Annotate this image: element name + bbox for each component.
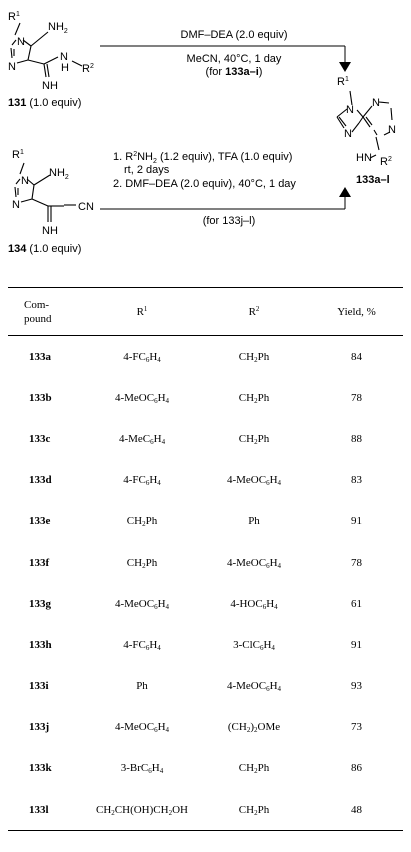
table-row xyxy=(8,336,403,378)
cell-r1: $4-FC_6H_4$ xyxy=(123,350,161,364)
table-row xyxy=(8,666,403,707)
sm1-r2: $R^2$ xyxy=(82,63,94,75)
sm1-nh2: $NH_2$ xyxy=(48,21,68,35)
table-body xyxy=(8,336,403,831)
cell-r2: $3-ClC_6H_4$ xyxy=(233,638,275,652)
sm2-r1: $R^1$ xyxy=(12,149,24,161)
sm1-nh: NH xyxy=(42,80,58,92)
sm2-nh2: $NH_2$ xyxy=(49,167,69,181)
sm1-r1: $R^1$ xyxy=(8,11,20,23)
cell-r1: $4-MeC_6H_4$ xyxy=(118,432,166,446)
cell-r2: $(CH_2)_2OMe$ xyxy=(227,721,281,735)
table-row xyxy=(8,377,403,418)
cell-r1: $3-BrC_6H_4$ xyxy=(120,762,164,776)
table-row xyxy=(8,748,403,789)
cell-compound: 133g xyxy=(29,597,51,610)
arrow2-scope: (for 133j–l) xyxy=(202,215,256,227)
arrow1-head xyxy=(339,62,351,72)
cell-compound: 133b xyxy=(29,391,52,404)
cell-compound: 133e xyxy=(29,515,51,528)
cell-r1: $CH_2CH(OH)CH_2OH$ xyxy=(86,789,198,831)
reaction-scheme xyxy=(0,0,411,275)
arrow2-step2: 2. DMF–DEA (2.0 equiv), 40°C, 1 day xyxy=(113,178,296,190)
cell-r2: $4-MeOC_6H_4$ xyxy=(226,474,282,488)
cell-r1: $4-MeOC_6H_4$ xyxy=(114,391,170,405)
table-row xyxy=(8,501,403,542)
bonds-133 xyxy=(337,91,392,158)
sm2-n1: N xyxy=(21,175,29,187)
cell-yield: 61 xyxy=(351,597,362,610)
cell-yield: 83 xyxy=(351,474,362,487)
cell-r2: $CH_2Ph$ xyxy=(198,789,310,831)
cell-yield: 48 xyxy=(310,789,403,831)
arrow2-step1b: rt, 2 days xyxy=(124,164,170,176)
table-row xyxy=(8,542,403,583)
cell-yield: 78 xyxy=(351,391,362,404)
sm1-h: H xyxy=(61,62,69,74)
sm2-nh: NH xyxy=(42,225,58,237)
table-row xyxy=(8,583,403,624)
arrow1-conditions: MeCN, 40°C, 1 day xyxy=(186,53,282,65)
sm2-n3: N xyxy=(12,199,20,211)
cell-r1: $4-FC_6H_4$ xyxy=(123,474,161,488)
product-n7: N xyxy=(344,128,352,140)
product-r1: $R^1$ xyxy=(337,76,349,88)
cell-compound: 133a xyxy=(29,350,51,363)
arrow2-head xyxy=(339,187,351,197)
bonds-131 xyxy=(11,23,82,77)
table-row xyxy=(8,460,403,501)
sm1-n1: N xyxy=(17,36,25,48)
product-r2: $R^2$ xyxy=(380,156,392,168)
product-hn: HN xyxy=(356,152,372,164)
cell-r1: $4-FC_6H_4$ xyxy=(123,638,161,652)
table-row xyxy=(8,707,403,748)
header-r1: $R^1$ xyxy=(86,288,198,336)
cell-compound: 133l xyxy=(8,789,86,831)
sm1-n3: N xyxy=(8,61,16,73)
cell-compound: 133c xyxy=(29,432,51,445)
cell-yield: 86 xyxy=(351,762,362,775)
header-compound: Com- pound xyxy=(8,288,86,336)
cell-yield: 78 xyxy=(351,556,362,569)
cell-r1: $4-MeOC_6H_4$ xyxy=(114,597,170,611)
cell-compound: 133d xyxy=(29,474,52,487)
product-label: 133a–l xyxy=(356,174,390,186)
cell-yield: 91 xyxy=(351,515,362,528)
cell-compound: 133i xyxy=(29,680,49,693)
cell-compound: 133k xyxy=(29,762,52,775)
cell-compound: 133j xyxy=(29,721,50,734)
sm2-cn: CN xyxy=(78,201,94,213)
table-header-row xyxy=(8,288,403,336)
sm1-label: 131 (1.0 equiv) xyxy=(8,97,82,109)
cell-yield: 88 xyxy=(351,432,362,445)
cell-yield: 84 xyxy=(351,350,362,363)
table-row xyxy=(8,624,403,665)
cell-r2: $CH_2Ph$ xyxy=(238,350,270,364)
product-n1: N xyxy=(388,124,396,136)
table-row xyxy=(8,418,403,459)
arrow2-step1: 1. $R^2NH_2$ (1.2 equiv), TFA (1.0 equiv) xyxy=(113,151,293,165)
header-yield: Yield, % xyxy=(310,288,403,336)
cell-r2: $4-MeOC_6H_4$ xyxy=(226,556,282,570)
cell-r2: $4-MeOC_6H_4$ xyxy=(226,680,282,694)
cell-compound: 133f xyxy=(29,556,50,569)
arrow1-reagent: DMF–DEA (2.0 equiv) xyxy=(180,29,288,41)
cell-compound: 133h xyxy=(29,638,52,651)
cell-yield: 73 xyxy=(351,721,362,734)
table-row xyxy=(8,789,403,831)
cell-r2: $CH_2Ph$ xyxy=(238,391,270,405)
cell-r2: Ph xyxy=(248,515,260,528)
cell-r2: $4-HOC_6H_4$ xyxy=(230,597,278,611)
cell-r1: $CH_2Ph$ xyxy=(126,515,158,529)
bonds-134 xyxy=(15,163,76,222)
yield-table xyxy=(8,287,403,831)
arrow1-scope: (for 133a–i) xyxy=(205,66,263,78)
product-n9: N xyxy=(346,104,354,116)
cell-yield: 93 xyxy=(351,680,362,693)
header-r2: $R^2$ xyxy=(198,288,310,336)
cell-r1: Ph xyxy=(136,680,148,693)
product-n3: N xyxy=(372,97,380,109)
cell-r2: $CH_2Ph$ xyxy=(238,432,270,446)
cell-r2: $CH_2Ph$ xyxy=(238,762,270,776)
cell-r1: $4-MeOC_6H_4$ xyxy=(114,721,170,735)
sm2-label: 134 (1.0 equiv) xyxy=(8,243,82,255)
sm1-n: N xyxy=(60,51,68,63)
cell-r1: $CH_2Ph$ xyxy=(126,556,158,570)
cell-yield: 91 xyxy=(351,638,362,651)
